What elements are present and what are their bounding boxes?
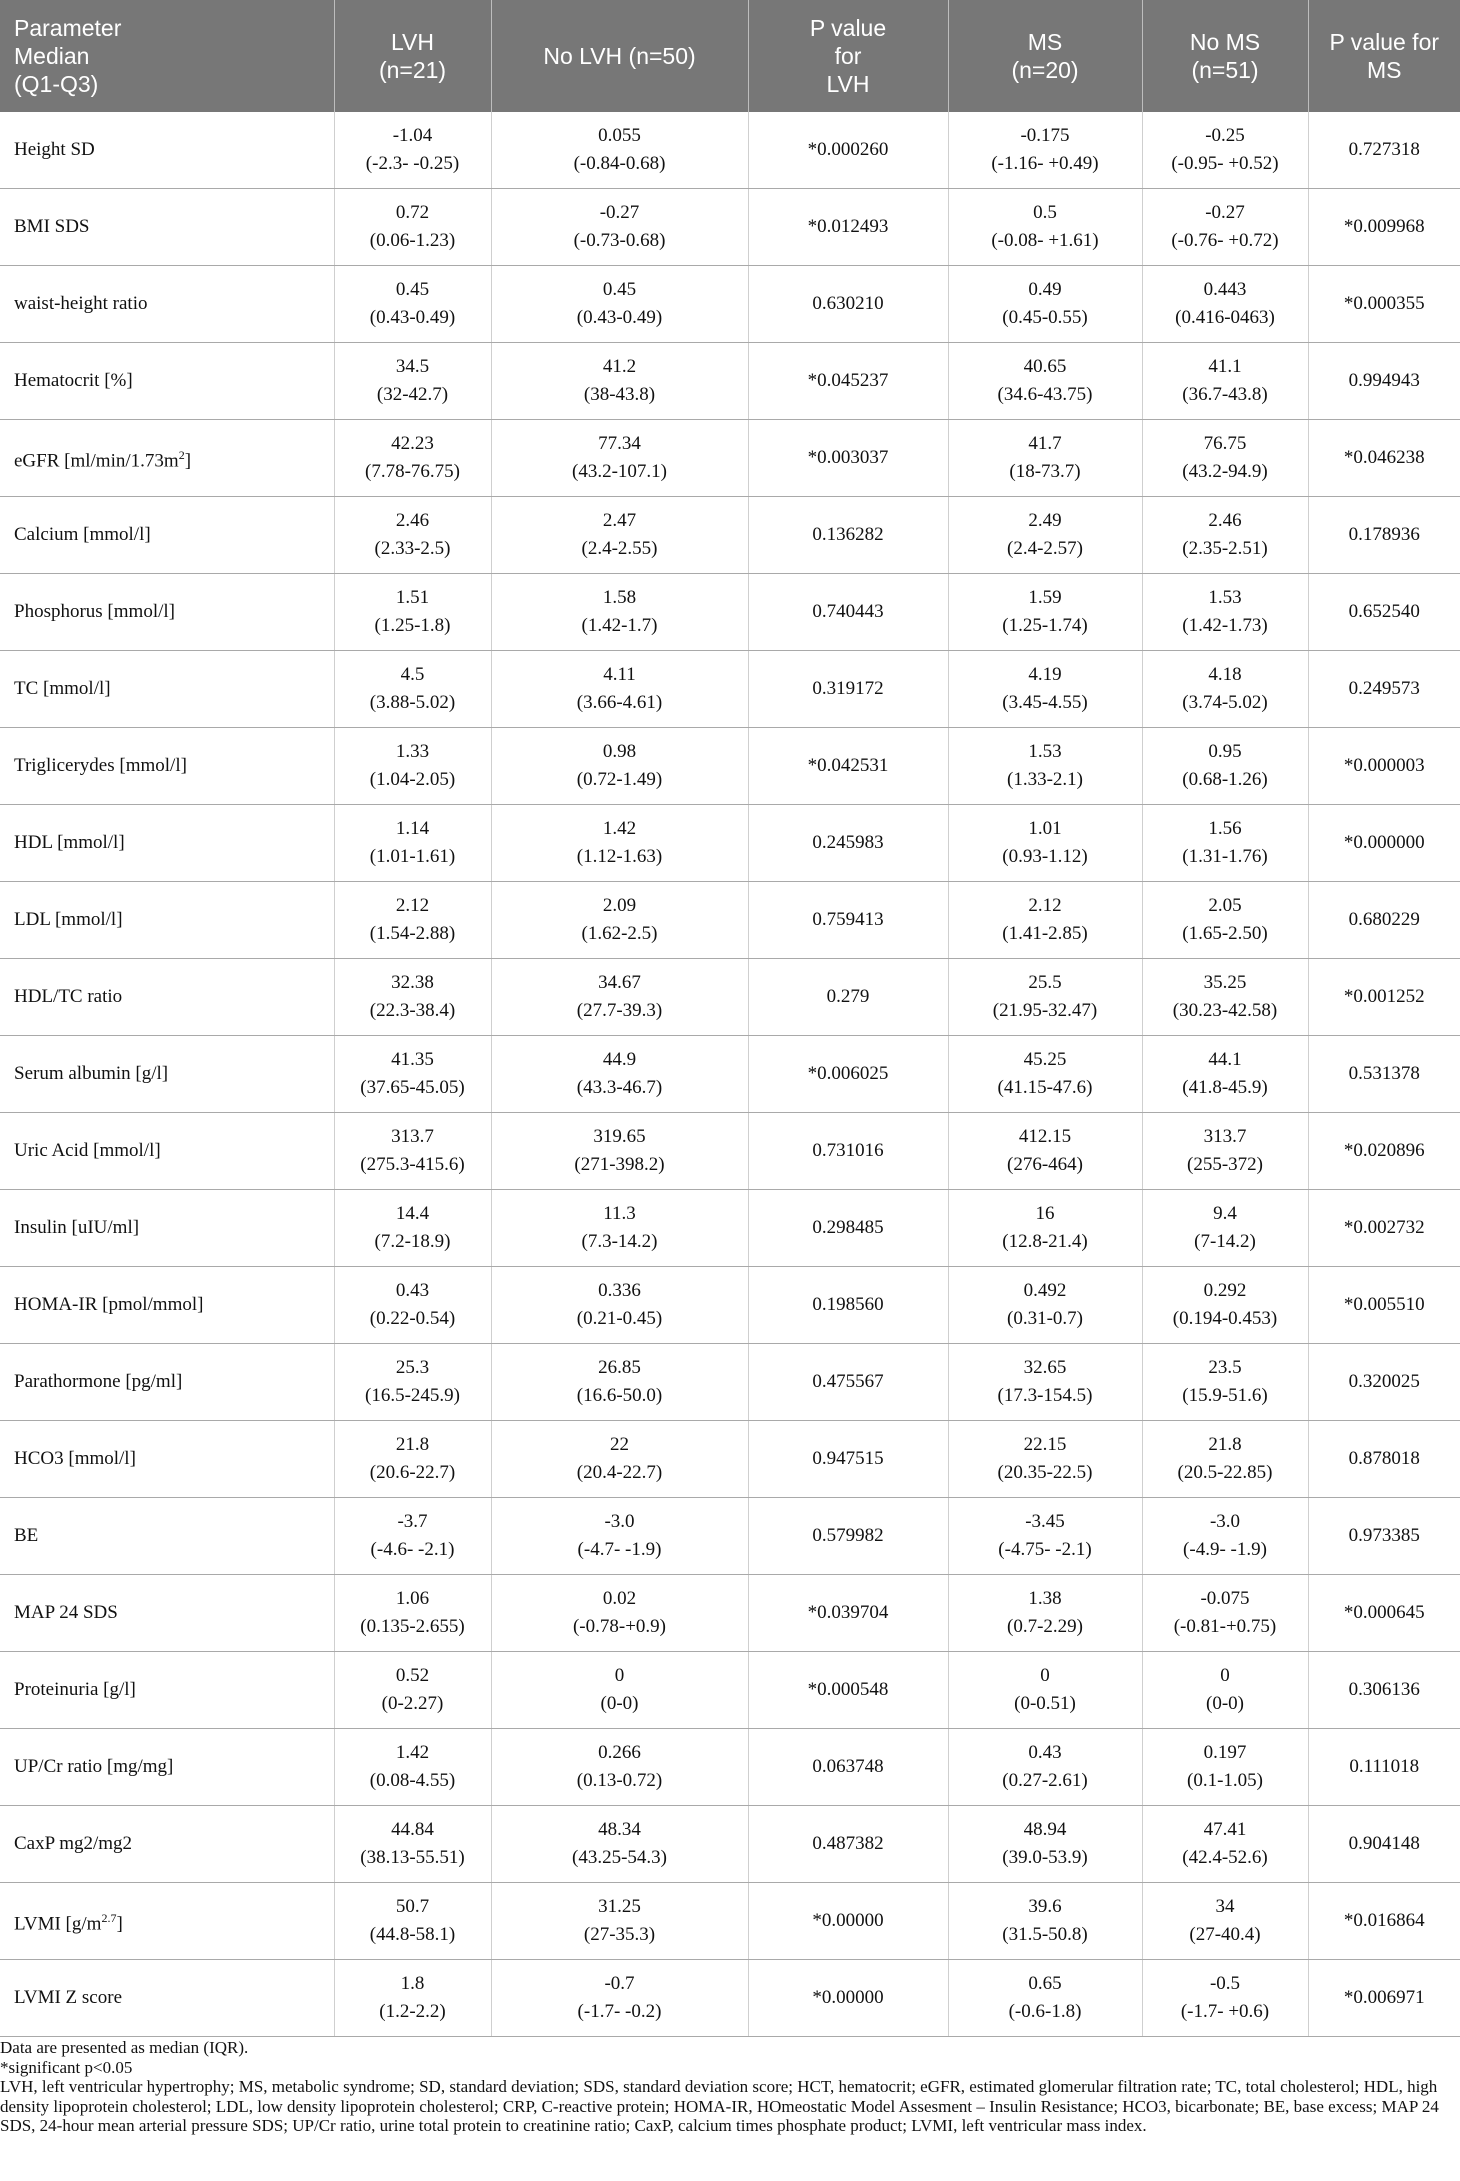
- no-ms-cell: -0.25 (-0.95- +0.52): [1142, 112, 1308, 189]
- lvh-cell: 21.8 (20.6-22.7): [334, 1421, 491, 1498]
- p-ms-cell: *0.000000: [1308, 805, 1460, 882]
- ms-cell: 0.5 (-0.08- +1.61): [948, 189, 1142, 266]
- p-lvh-cell: 0.731016: [748, 1113, 948, 1190]
- no-ms-cell: -0.5 (-1.7- +0.6): [1142, 1960, 1308, 2037]
- no-ms-cell: 9.4 (7-14.2): [1142, 1190, 1308, 1267]
- header-no-ms: No MS (n=51): [1142, 0, 1308, 112]
- no-lvh-cell: 1.58 (1.42-1.7): [491, 574, 748, 651]
- no-lvh-cell: 0 (0-0): [491, 1652, 748, 1729]
- parameter-cell: Serum albumin [g/l]: [0, 1036, 334, 1113]
- table-row: [0, 112, 1460, 189]
- parameter-cell: Triglicerydes [mmol/l]: [0, 728, 334, 805]
- p-ms-cell: *0.000355: [1308, 266, 1460, 343]
- no-lvh-cell: 44.9 (43.3-46.7): [491, 1036, 748, 1113]
- lvh-cell: 42.23 (7.78-76.75): [334, 420, 491, 497]
- no-lvh-cell: 11.3 (7.3-14.2): [491, 1190, 748, 1267]
- p-lvh-cell: 0.475567: [748, 1344, 948, 1421]
- p-lvh-cell: 0.298485: [748, 1190, 948, 1267]
- ms-cell: 48.94 (39.0-53.9): [948, 1806, 1142, 1883]
- p-ms-cell: 0.680229: [1308, 882, 1460, 959]
- no-lvh-cell: 31.25 (27-35.3): [491, 1883, 748, 1960]
- ms-cell: 0.43 (0.27-2.61): [948, 1729, 1142, 1806]
- table-row: [0, 1190, 1460, 1267]
- no-ms-cell: 21.8 (20.5-22.85): [1142, 1421, 1308, 1498]
- ms-cell: 39.6 (31.5-50.8): [948, 1883, 1142, 1960]
- p-ms-cell: *0.000645: [1308, 1575, 1460, 1652]
- ms-cell: 1.59 (1.25-1.74): [948, 574, 1142, 651]
- parameter-cell: waist-height ratio: [0, 266, 334, 343]
- parameter-cell: HDL [mmol/l]: [0, 805, 334, 882]
- no-ms-cell: 0.443 (0.416-0463): [1142, 266, 1308, 343]
- no-lvh-cell: -0.27 (-0.73-0.68): [491, 189, 748, 266]
- lvh-cell: 2.46 (2.33-2.5): [334, 497, 491, 574]
- no-ms-cell: -0.075 (-0.81-+0.75): [1142, 1575, 1308, 1652]
- no-lvh-cell: 1.42 (1.12-1.63): [491, 805, 748, 882]
- table-row: [0, 882, 1460, 959]
- footnote-significance: *significant p<0.05: [0, 2057, 133, 2077]
- p-lvh-cell: 0.487382: [748, 1806, 948, 1883]
- p-lvh-cell: *0.000260: [748, 112, 948, 189]
- p-lvh-cell: 0.630210: [748, 266, 948, 343]
- lvh-cell: 41.35 (37.65-45.05): [334, 1036, 491, 1113]
- no-ms-cell: 1.53 (1.42-1.73): [1142, 574, 1308, 651]
- ms-cell: 0.65 (-0.6-1.8): [948, 1960, 1142, 2037]
- table-row: [0, 497, 1460, 574]
- parameter-cell: CaxP mg2/mg2: [0, 1806, 334, 1883]
- ms-cell: -0.175 (-1.16- +0.49): [948, 112, 1142, 189]
- p-lvh-cell: 0.579982: [748, 1498, 948, 1575]
- no-ms-cell: 23.5 (15.9-51.6): [1142, 1344, 1308, 1421]
- ms-cell: 4.19 (3.45-4.55): [948, 651, 1142, 728]
- no-ms-cell: 76.75 (43.2-94.9): [1142, 420, 1308, 497]
- no-lvh-cell: 0.98 (0.72-1.49): [491, 728, 748, 805]
- header-no-lvh: No LVH (n=50): [491, 0, 748, 112]
- table-row: [0, 266, 1460, 343]
- parameter-cell: HCO3 [mmol/l]: [0, 1421, 334, 1498]
- ms-cell: 45.25 (41.15-47.6): [948, 1036, 1142, 1113]
- lvh-cell: 1.51 (1.25-1.8): [334, 574, 491, 651]
- p-ms-cell: 0.531378: [1308, 1036, 1460, 1113]
- ms-cell: 22.15 (20.35-22.5): [948, 1421, 1142, 1498]
- p-ms-cell: *0.020896: [1308, 1113, 1460, 1190]
- header-p-ms: P value for MS: [1308, 0, 1460, 112]
- no-ms-cell: 47.41 (42.4-52.6): [1142, 1806, 1308, 1883]
- table-row: [0, 574, 1460, 651]
- lvh-cell: 34.5 (32-42.7): [334, 343, 491, 420]
- p-ms-cell: *0.046238: [1308, 420, 1460, 497]
- header-parameter: Parameter Median (Q1-Q3): [0, 0, 334, 112]
- parameter-cell: MAP 24 SDS: [0, 1575, 334, 1652]
- no-lvh-cell: 26.85 (16.6-50.0): [491, 1344, 748, 1421]
- p-ms-cell: *0.016864: [1308, 1883, 1460, 1960]
- p-lvh-cell: *0.003037: [748, 420, 948, 497]
- no-lvh-cell: -0.7 (-1.7- -0.2): [491, 1960, 748, 2037]
- p-lvh-cell: *0.039704: [748, 1575, 948, 1652]
- parameter-cell: eGFR $[ml/\min/1.73m^2]$: [0, 420, 334, 497]
- p-ms-cell: 0.994943: [1308, 343, 1460, 420]
- p-lvh-cell: 0.063748: [748, 1729, 948, 1806]
- p-ms-cell: 0.727318: [1308, 112, 1460, 189]
- no-lvh-cell: 0.266 (0.13-0.72): [491, 1729, 748, 1806]
- no-ms-cell: 41.1 (36.7-43.8): [1142, 343, 1308, 420]
- no-ms-cell: 34 (27-40.4): [1142, 1883, 1308, 1960]
- no-lvh-cell: 41.2 (38-43.8): [491, 343, 748, 420]
- no-ms-cell: 0 (0-0): [1142, 1652, 1308, 1729]
- parameter-cell: Parathormone [pg/ml]: [0, 1344, 334, 1421]
- p-ms-cell: 0.904148: [1308, 1806, 1460, 1883]
- parameter-cell: Height SD: [0, 112, 334, 189]
- lvh-cell: 32.38 (22.3-38.4): [334, 959, 491, 1036]
- no-ms-cell: 313.7 (255-372): [1142, 1113, 1308, 1190]
- lvh-cell: 2.12 (1.54-2.88): [334, 882, 491, 959]
- lvh-cell: 1.8 (1.2-2.2): [334, 1960, 491, 2037]
- lvh-cell: 0.45 (0.43-0.49): [334, 266, 491, 343]
- no-ms-cell: 35.25 (30.23-42.58): [1142, 959, 1308, 1036]
- ms-cell: 16 (12.8-21.4): [948, 1190, 1142, 1267]
- no-ms-cell: -0.27 (-0.76- +0.72): [1142, 189, 1308, 266]
- p-ms-cell: 0.111018: [1308, 1729, 1460, 1806]
- table-row: [0, 1344, 1460, 1421]
- lvh-cell: 50.7 (44.8-58.1): [334, 1883, 491, 1960]
- p-ms-cell: 0.973385: [1308, 1498, 1460, 1575]
- p-ms-cell: *0.009968: [1308, 189, 1460, 266]
- ms-cell: 0.492 (0.31-0.7): [948, 1267, 1142, 1344]
- ms-cell: 40.65 (34.6-43.75): [948, 343, 1142, 420]
- no-lvh-cell: 0.336 (0.21-0.45): [491, 1267, 748, 1344]
- parameter-cell: UP/Cr ratio [mg/mg]: [0, 1729, 334, 1806]
- p-ms-cell: *0.000003: [1308, 728, 1460, 805]
- lvh-cell: 25.3 (16.5-245.9): [334, 1344, 491, 1421]
- lvh-cell: -1.04 (-2.3- -0.25): [334, 112, 491, 189]
- no-lvh-cell: 4.11 (3.66-4.61): [491, 651, 748, 728]
- table-row: [0, 1575, 1460, 1652]
- p-lvh-cell: *0.012493: [748, 189, 948, 266]
- parameter-cell: Uric Acid [mmol/l]: [0, 1113, 334, 1190]
- p-lvh-cell: *0.042531: [748, 728, 948, 805]
- lvh-cell: 1.06 (0.135-2.655): [334, 1575, 491, 1652]
- p-lvh-cell: 0.740443: [748, 574, 948, 651]
- lvh-cell: 313.7 (275.3-415.6): [334, 1113, 491, 1190]
- parameter-cell: Calcium [mmol/l]: [0, 497, 334, 574]
- table-body: [0, 112, 1460, 2037]
- footnote-data-presentation: Data are presented as median (IQR).: [0, 2038, 249, 2057]
- ms-cell: 1.01 (0.93-1.12): [948, 805, 1142, 882]
- ms-cell: 2.12 (1.41-2.85): [948, 882, 1142, 959]
- parameter-cell: Phosphorus [mmol/l]: [0, 574, 334, 651]
- parameter-cell: LVMI $[g/m^{2.7}]$: [0, 1883, 334, 1960]
- ms-cell: -3.45 (-4.75- -2.1): [948, 1498, 1142, 1575]
- table-row: [0, 651, 1460, 728]
- p-ms-cell: *0.001252: [1308, 959, 1460, 1036]
- no-ms-cell: 1.56 (1.31-1.76): [1142, 805, 1308, 882]
- p-ms-cell: 0.178936: [1308, 497, 1460, 574]
- table-row: [0, 1729, 1460, 1806]
- lvh-cell: 0.72 (0.06-1.23): [334, 189, 491, 266]
- p-lvh-cell: *0.006025: [748, 1036, 948, 1113]
- lvh-cell: 1.14 (1.01-1.61): [334, 805, 491, 882]
- parameter-cell: TC [mmol/l]: [0, 651, 334, 728]
- header-ms: MS (n=20): [948, 0, 1142, 112]
- table-row: [0, 728, 1460, 805]
- no-lvh-cell: -3.0 (-4.7- -1.9): [491, 1498, 748, 1575]
- no-ms-cell: 4.18 (3.74-5.02): [1142, 651, 1308, 728]
- lvh-cell: 0.43 (0.22-0.54): [334, 1267, 491, 1344]
- p-lvh-cell: *0.00000: [748, 1883, 948, 1960]
- no-ms-cell: -3.0 (-4.9- -1.9): [1142, 1498, 1308, 1575]
- table-row: [0, 959, 1460, 1036]
- p-lvh-cell: 0.279: [748, 959, 948, 1036]
- parameter-cell: BMI SDS: [0, 189, 334, 266]
- table-row: [0, 1421, 1460, 1498]
- ms-cell: 32.65 (17.3-154.5): [948, 1344, 1142, 1421]
- p-lvh-cell: 0.198560: [748, 1267, 948, 1344]
- table-row: [0, 1806, 1460, 1883]
- no-ms-cell: 0.95 (0.68-1.26): [1142, 728, 1308, 805]
- no-lvh-cell: 2.47 (2.4-2.55): [491, 497, 748, 574]
- ms-cell: 25.5 (21.95-32.47): [948, 959, 1142, 1036]
- table-row: [0, 1652, 1460, 1729]
- p-ms-cell: 0.878018: [1308, 1421, 1460, 1498]
- p-ms-cell: 0.306136: [1308, 1652, 1460, 1729]
- ms-cell: 41.7 (18-73.7): [948, 420, 1142, 497]
- p-lvh-cell: 0.759413: [748, 882, 948, 959]
- parameter-cell: HDL/TC ratio: [0, 959, 334, 1036]
- no-lvh-cell: 0.055 (-0.84-0.68): [491, 112, 748, 189]
- lvh-cell: 44.84 (38.13-55.51): [334, 1806, 491, 1883]
- table-row: [0, 343, 1460, 420]
- no-lvh-cell: 2.09 (1.62-2.5): [491, 882, 748, 959]
- table-row: [0, 189, 1460, 266]
- no-ms-cell: 2.46 (2.35-2.51): [1142, 497, 1308, 574]
- no-lvh-cell: 77.34 (43.2-107.1): [491, 420, 748, 497]
- lvh-cell: 1.33 (1.04-2.05): [334, 728, 491, 805]
- no-lvh-cell: 34.67 (27.7-39.3): [491, 959, 748, 1036]
- no-ms-cell: 44.1 (41.8-45.9): [1142, 1036, 1308, 1113]
- p-lvh-cell: 0.245983: [748, 805, 948, 882]
- no-ms-cell: 0.197 (0.1-1.05): [1142, 1729, 1308, 1806]
- lvh-cell: 4.5 (3.88-5.02): [334, 651, 491, 728]
- table-row: [0, 1267, 1460, 1344]
- table-row: [0, 1036, 1460, 1113]
- p-lvh-cell: *0.045237: [748, 343, 948, 420]
- p-lvh-cell: *0.000548: [748, 1652, 948, 1729]
- p-ms-cell: 0.652540: [1308, 574, 1460, 651]
- no-lvh-cell: 48.34 (43.25-54.3): [491, 1806, 748, 1883]
- parameter-cell: LVMI Z score: [0, 1960, 334, 2037]
- header-row: [0, 0, 1460, 112]
- no-lvh-cell: 0.45 (0.43-0.49): [491, 266, 748, 343]
- ms-cell: 0 (0-0.51): [948, 1652, 1142, 1729]
- table-row: [0, 805, 1460, 882]
- lvh-cell: 14.4 (7.2-18.9): [334, 1190, 491, 1267]
- p-ms-cell: *0.002732: [1308, 1190, 1460, 1267]
- no-lvh-cell: 22 (20.4-22.7): [491, 1421, 748, 1498]
- p-ms-cell: 0.249573: [1308, 651, 1460, 728]
- p-ms-cell: *0.005510: [1308, 1267, 1460, 1344]
- parameter-cell: Insulin [uIU/ml]: [0, 1190, 334, 1267]
- lvh-cell: 0.52 (0-2.27): [334, 1652, 491, 1729]
- table-row: [0, 1498, 1460, 1575]
- parameter-cell: LDL [mmol/l]: [0, 882, 334, 959]
- header-p-lvh: P value for LVH: [748, 0, 948, 112]
- no-lvh-cell: 319.65 (271-398.2): [491, 1113, 748, 1190]
- ms-cell: 0.49 (0.45-0.55): [948, 266, 1142, 343]
- table-row: [0, 1883, 1460, 1960]
- lvh-cell: 1.42 (0.08-4.55): [334, 1729, 491, 1806]
- no-ms-cell: 2.05 (1.65-2.50): [1142, 882, 1308, 959]
- no-lvh-cell: 0.02 (-0.78-+0.9): [491, 1575, 748, 1652]
- no-ms-cell: 0.292 (0.194-0.453): [1142, 1267, 1308, 1344]
- p-lvh-cell: 0.319172: [748, 651, 948, 728]
- p-lvh-cell: 0.947515: [748, 1421, 948, 1498]
- table-row: [0, 420, 1460, 497]
- parameter-cell: HOMA-IR [pmol/mmol]: [0, 1267, 334, 1344]
- parameter-cell: Hematocrit [%]: [0, 343, 334, 420]
- lvh-cell: -3.7 (-4.6- -2.1): [334, 1498, 491, 1575]
- ms-cell: 1.53 (1.33-2.1): [948, 728, 1142, 805]
- p-ms-cell: 0.320025: [1308, 1344, 1460, 1421]
- header-lvh: LVH (n=21): [334, 0, 491, 112]
- table-row: [0, 1113, 1460, 1190]
- footnotes: [0, 2038, 1460, 2136]
- table-row: [0, 1960, 1460, 2037]
- ms-cell: 412.15 (276-464): [948, 1113, 1142, 1190]
- parameter-cell: BE: [0, 1498, 334, 1575]
- p-lvh-cell: *0.00000: [748, 1960, 948, 2037]
- p-lvh-cell: 0.136282: [748, 497, 948, 574]
- parameter-cell: Proteinuria [g/l]: [0, 1652, 334, 1729]
- ms-cell: 2.49 (2.4-2.57): [948, 497, 1142, 574]
- footnote-abbreviations: LVH, left ventricular hypertrophy; MS, metabolic syndrome; SD, standard deviation; SDS, standard deviation score; HCT, hematocrit; eGFR, estimated glomerular filtration rate; TC, total cholesterol; HDL, high density lipoprotein cholesterol; LDL, low density lipoprotein cholesterol; CRP, C-reactive protein; HOMA-IR, HOmeostatic Model Assesment – Insulin Resistance; HCO3, bicarbonate; BE, base excess; MAP 24 SDS, 24-hour mean arterial pressure SDS; UP/Cr ratio, urine total protein to creatinine ratio; CaxP, calcium times phosphate product; LVMI, left ventricular mass index.: [0, 2077, 1439, 2135]
- p-ms-cell: *0.006971: [1308, 1960, 1460, 2037]
- ms-cell: 1.38 (0.7-2.29): [948, 1575, 1142, 1652]
- table-header: [0, 0, 1460, 112]
